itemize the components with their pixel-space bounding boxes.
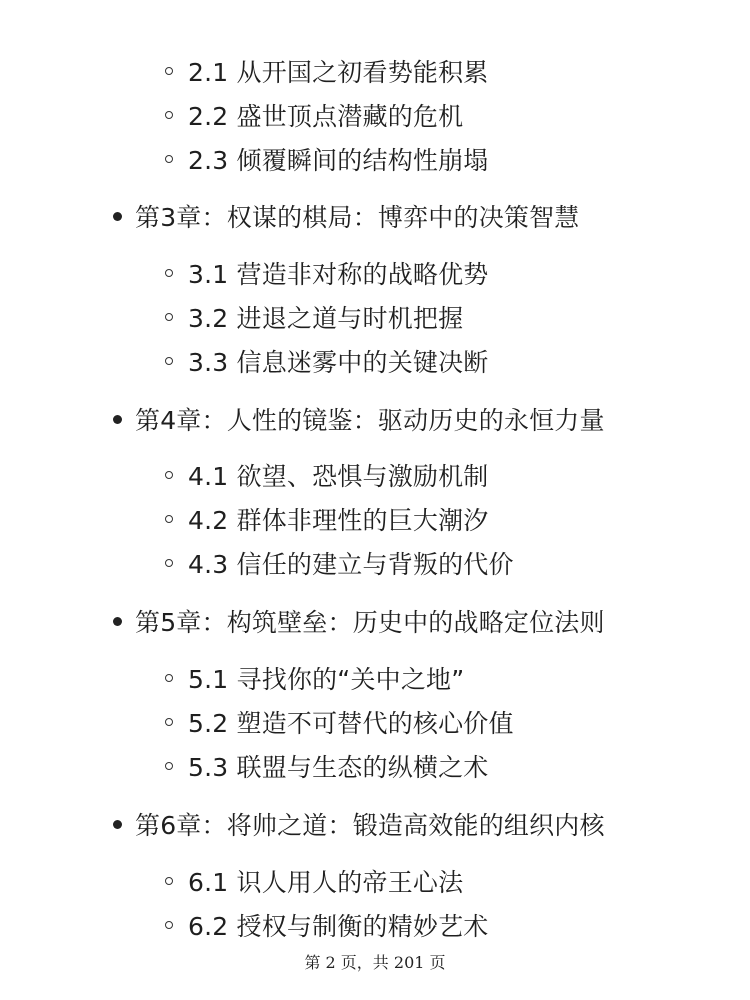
circle-bullet-icon	[165, 269, 173, 277]
toc-section-label: 2.2 盛世顶点潜藏的危机	[188, 102, 464, 131]
toc-chapter-label: 第4章：人性的镜鉴：驱动历史的永恒力量	[135, 406, 605, 435]
toc-section-label: 4.2 群体非理性的巨大潮汐	[188, 506, 489, 535]
circle-bullet-icon	[165, 674, 173, 682]
toc-section-label: 6.1 识人用人的帝王心法	[188, 868, 464, 897]
toc-section-label: 4.3 信任的建立与背叛的代价	[188, 550, 514, 579]
page-number-footer: 第 2 页，共 201 页	[304, 953, 446, 972]
circle-bullet-icon	[165, 762, 173, 770]
circle-bullet-icon	[165, 515, 173, 523]
toc-section-label: 3.2 进退之道与时机把握	[188, 304, 464, 333]
disc-bullet-icon	[113, 617, 122, 626]
circle-bullet-icon	[165, 67, 173, 75]
toc-chapter-label: 第6章：将帅之道：锻造高效能的组织内核	[135, 811, 605, 840]
toc-section-label: 6.2 授权与制衡的精妙艺术	[188, 912, 489, 941]
circle-bullet-icon	[165, 559, 173, 567]
circle-bullet-icon	[165, 877, 173, 885]
toc-section-label: 4.1 欲望、恐惧与激励机制	[188, 462, 489, 491]
circle-bullet-icon	[165, 357, 173, 365]
toc-section-label: 5.2 塑造不可替代的核心价值	[188, 709, 514, 738]
disc-bullet-icon	[113, 212, 122, 221]
toc-section-label: 2.1 从开国之初看势能积累	[188, 58, 489, 87]
toc-section-label: 5.3 联盟与生态的纵横之术	[188, 753, 489, 782]
circle-bullet-icon	[165, 155, 173, 163]
toc-section-label: 3.3 信息迷雾中的关键决断	[188, 348, 489, 377]
disc-bullet-icon	[113, 820, 122, 829]
toc-section-label: 3.1 营造非对称的战略优势	[188, 260, 489, 289]
toc-chapter-label: 第3章：权谋的棋局：博弈中的决策智慧	[135, 203, 580, 232]
circle-bullet-icon	[165, 921, 173, 929]
disc-bullet-icon	[113, 415, 122, 424]
circle-bullet-icon	[165, 471, 173, 479]
toc-section-label: 5.1 寻找你的“关中之地”	[188, 665, 465, 694]
circle-bullet-icon	[165, 718, 173, 726]
circle-bullet-icon	[165, 111, 173, 119]
circle-bullet-icon	[165, 313, 173, 321]
toc-section-label: 2.3 倾覆瞬间的结构性崩塌	[188, 146, 489, 175]
toc-chapter-label: 第5章：构筑壁垒：历史中的战略定位法则	[135, 608, 605, 637]
